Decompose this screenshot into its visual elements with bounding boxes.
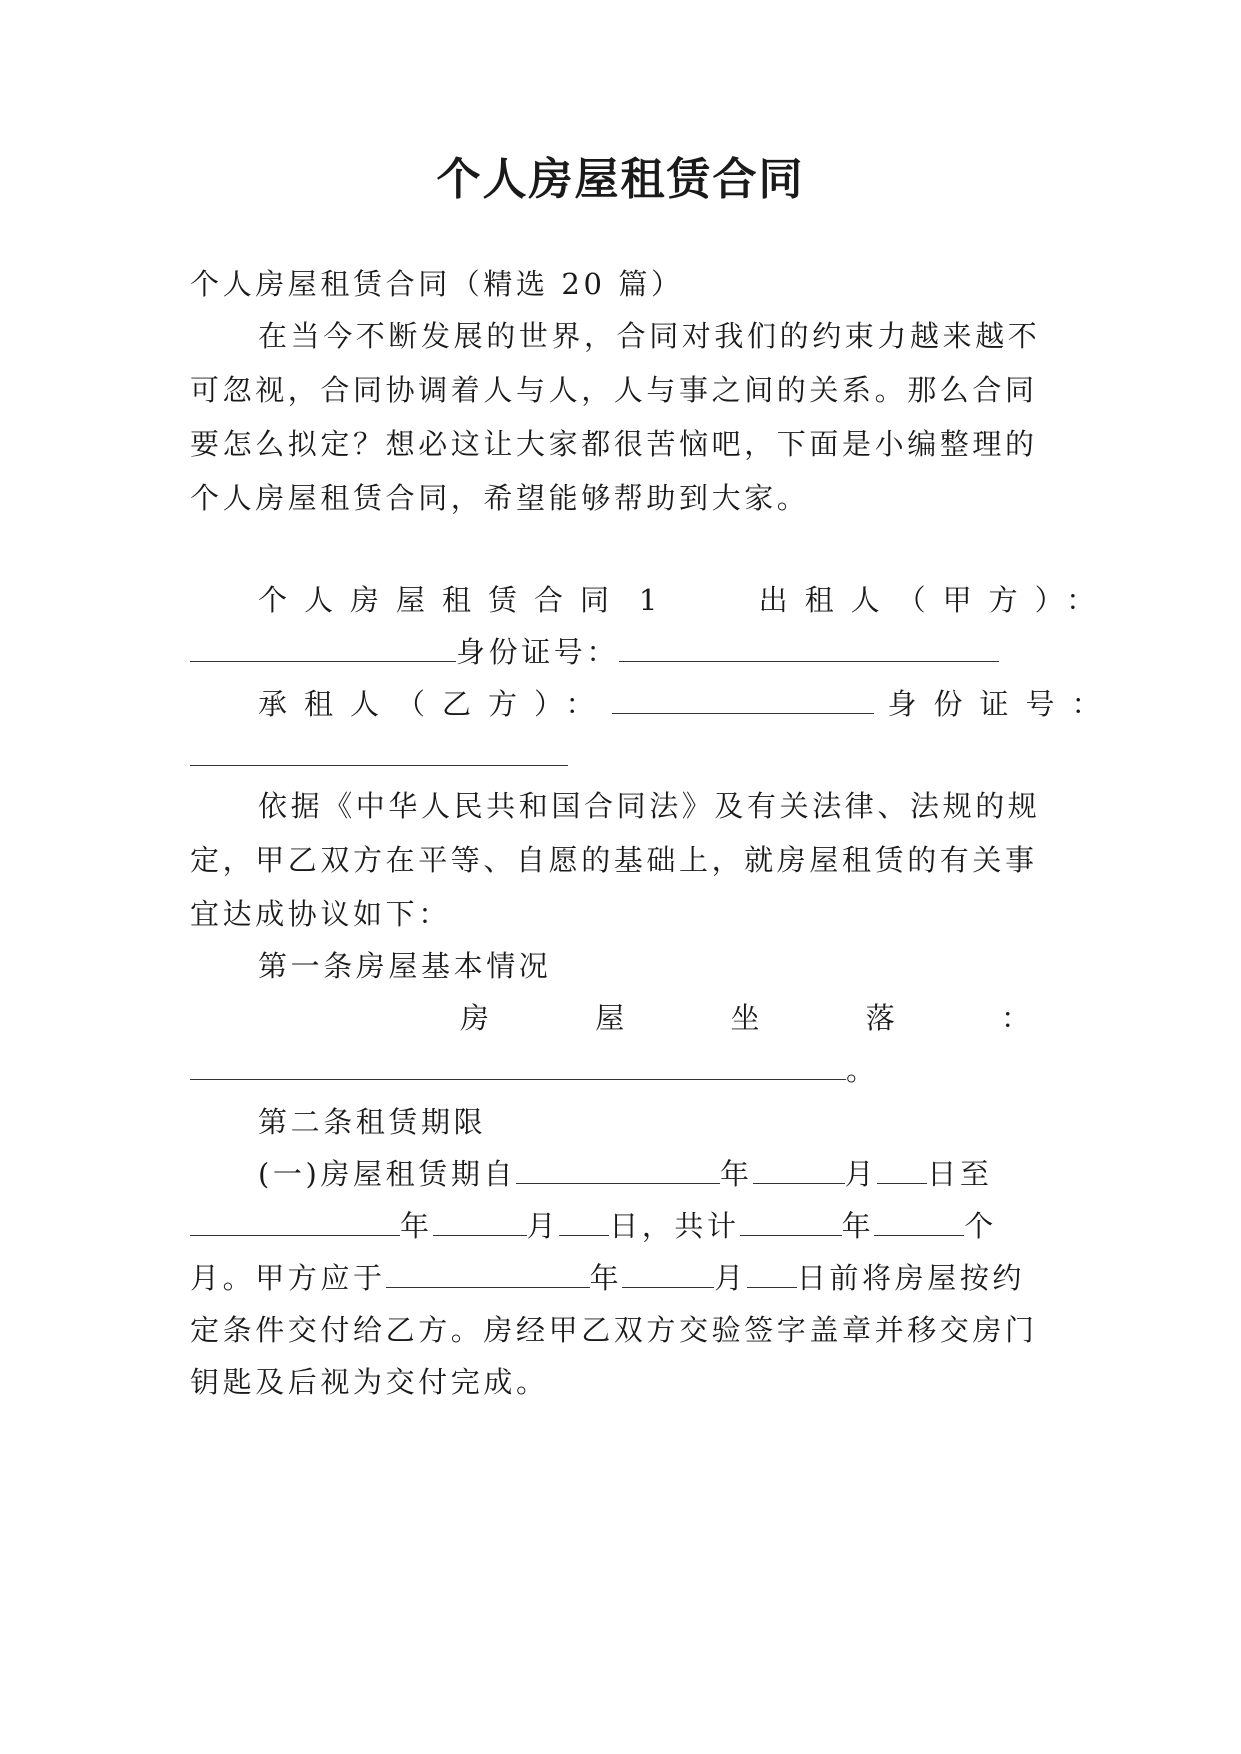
total-years-blank[interactable] bbox=[740, 1209, 842, 1236]
month-text: 月 bbox=[526, 1209, 560, 1243]
term-line-3 bbox=[190, 1258, 1050, 1298]
basis-line-3: 宜达成协议如下： bbox=[190, 897, 451, 931]
term-line-1 bbox=[258, 1154, 1050, 1194]
intro-line-3: 要怎么拟定？想必这让大家都很苦恼吧，下面是小编整理的 bbox=[190, 427, 1038, 461]
start-month-blank[interactable] bbox=[753, 1157, 845, 1184]
location-char: ： bbox=[1000, 1001, 1030, 1035]
lessee-line bbox=[258, 684, 1118, 724]
location-label bbox=[460, 998, 1030, 1038]
article-1-heading: 第一条房屋基本情况 bbox=[258, 949, 552, 983]
document-title: 个人房屋租赁合同 bbox=[436, 154, 805, 205]
location-char: 房 bbox=[460, 1001, 490, 1035]
lessor-id-blank[interactable] bbox=[619, 635, 999, 662]
day-to-text: 日至 bbox=[927, 1157, 993, 1191]
before-text: 日前将房屋按约 bbox=[796, 1261, 1026, 1295]
month-text: 月 bbox=[714, 1261, 747, 1295]
year-text: 年 bbox=[400, 1209, 433, 1243]
contract-header-line bbox=[258, 580, 1113, 620]
lessor-label: 出租人（甲方）： bbox=[758, 583, 1113, 617]
month-text: 月 bbox=[844, 1157, 878, 1191]
month-period-text: 月。甲方应于 bbox=[190, 1261, 386, 1295]
term-line-2 bbox=[190, 1206, 1050, 1246]
delivery-year-blank[interactable] bbox=[386, 1261, 590, 1288]
article-2-heading: 第二条租赁期限 bbox=[258, 1105, 487, 1139]
year-text: 年 bbox=[589, 1261, 623, 1295]
lessee-id-blank[interactable] bbox=[190, 739, 568, 766]
contract-number: 1 bbox=[638, 583, 661, 617]
location-blank-line bbox=[190, 1050, 1050, 1090]
year-text: 年 bbox=[720, 1157, 753, 1191]
year-text: 年 bbox=[841, 1209, 875, 1243]
end-day-blank[interactable] bbox=[559, 1209, 609, 1236]
day-total-text: 日，共计 bbox=[609, 1209, 740, 1243]
lessee-id-line bbox=[190, 736, 1050, 776]
location-char: 落 bbox=[865, 1001, 895, 1035]
lessor-id-line bbox=[190, 632, 1050, 672]
contract-heading: 个人房屋租赁合同 bbox=[258, 583, 627, 617]
term-from-text: 房屋租赁期自 bbox=[320, 1157, 517, 1191]
lessee-name-blank[interactable] bbox=[612, 687, 874, 714]
basis-line-2: 定，甲乙双方在平等、自愿的基础上，就房屋租赁的有关事 bbox=[190, 843, 1038, 877]
end-month-blank[interactable] bbox=[433, 1209, 527, 1236]
clause-label: (一) bbox=[258, 1157, 321, 1191]
delivery-day-blank[interactable] bbox=[747, 1261, 797, 1288]
lessee-id-label: 身份证号： bbox=[887, 687, 1118, 721]
start-day-blank[interactable] bbox=[877, 1157, 927, 1184]
basis-line-1: 依据《中华人民共和国合同法》及有关法律、法规的规 bbox=[258, 789, 1041, 823]
intro-line-2: 可忽视，合同协调着人与人，人与事之间的关系。那么合同 bbox=[190, 373, 1038, 407]
location-blank[interactable] bbox=[190, 1053, 846, 1080]
lessor-name-blank[interactable] bbox=[190, 635, 456, 662]
term-line-5: 钥匙及后视为交付完成。 bbox=[190, 1365, 549, 1399]
lessee-label: 承租人（乙方）： bbox=[258, 687, 612, 721]
start-year-blank[interactable] bbox=[516, 1157, 720, 1184]
delivery-month-blank[interactable] bbox=[622, 1261, 714, 1288]
document-subtitle: 个人房屋租赁合同（精选 20 篇） bbox=[190, 267, 684, 301]
term-line-4: 定条件交付给乙方。房经甲乙双方交验签字盖章并移交房门 bbox=[190, 1313, 1038, 1347]
end-year-blank[interactable] bbox=[190, 1209, 400, 1236]
intro-line-4: 个人房屋租赁合同，希望能够帮助到大家。 bbox=[190, 481, 810, 515]
location-char: 屋 bbox=[595, 1001, 625, 1035]
location-end-mark: 。 bbox=[846, 1053, 879, 1087]
intro-line-1: 在当今不断发展的世界，合同对我们的约束力越来越不 bbox=[258, 319, 1041, 353]
count-text: 个 bbox=[964, 1209, 997, 1243]
location-char: 坐 bbox=[730, 1001, 760, 1035]
total-months-blank[interactable] bbox=[874, 1209, 964, 1236]
lessor-id-label: 身份证号： bbox=[456, 635, 620, 669]
